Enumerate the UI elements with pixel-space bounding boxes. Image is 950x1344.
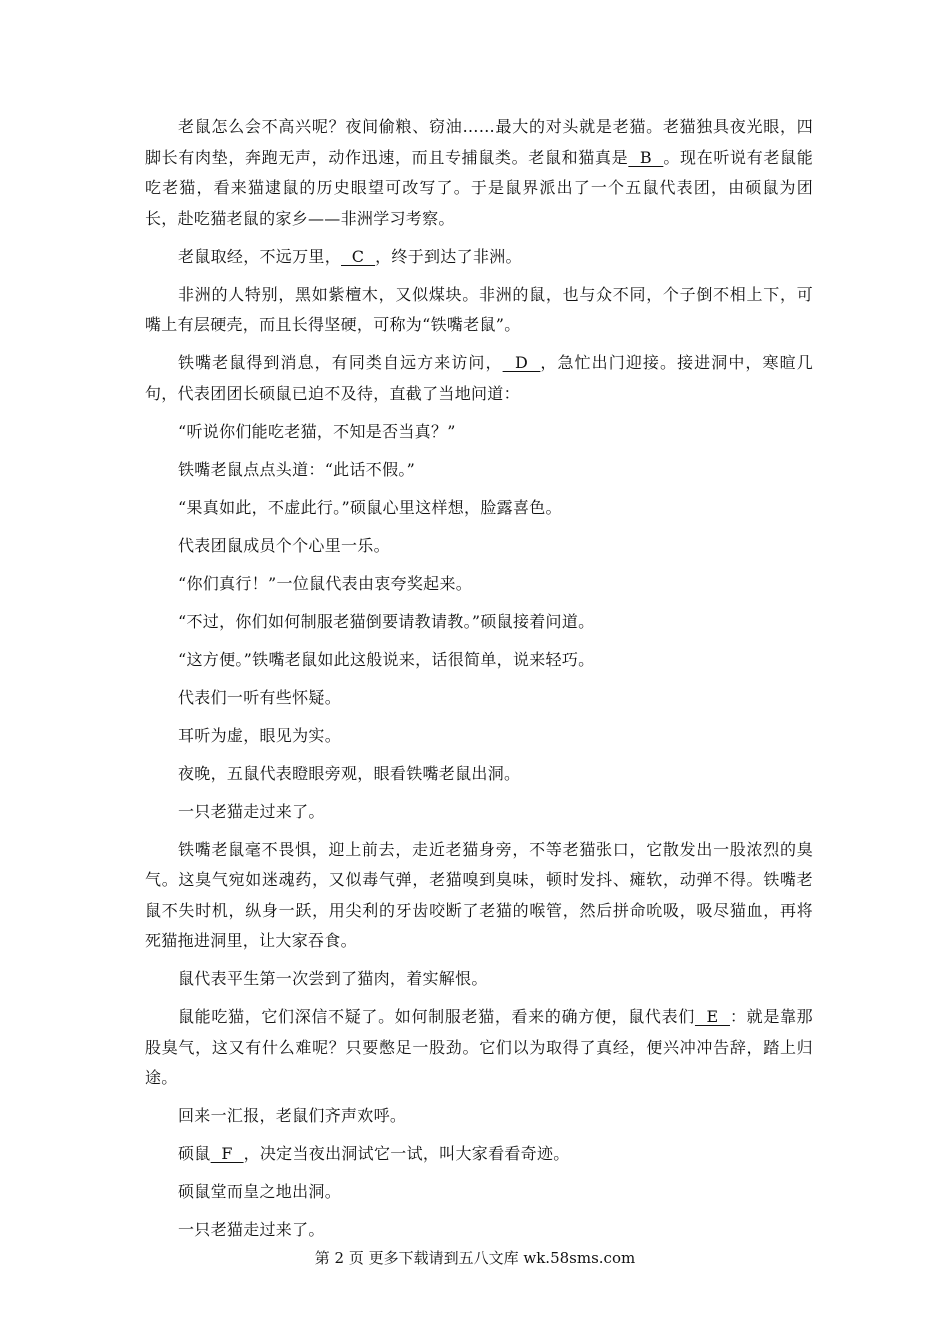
paragraph xyxy=(145,645,813,676)
paragraph-gap xyxy=(145,637,813,645)
paragraph-gap xyxy=(145,713,813,721)
document-body xyxy=(145,112,813,1246)
paragraph-text: 铁嘴老鼠点点头道：“此话不假。” xyxy=(178,459,416,479)
paragraph-text: “听说你们能吃老猫，不知是否当真？” xyxy=(178,421,456,441)
paragraph xyxy=(145,1177,813,1208)
paragraph-gap xyxy=(145,827,813,835)
paragraph xyxy=(145,493,813,524)
paragraph-text: 代表团鼠成员个个心里一乐。 xyxy=(178,535,390,555)
paragraph-text: 硕鼠堂而皇之地出洞。 xyxy=(178,1182,342,1201)
paragraph xyxy=(145,721,813,752)
answer-blank: B xyxy=(628,147,664,167)
answer-blank: D xyxy=(502,353,541,372)
paragraph xyxy=(145,797,813,828)
paragraph-text: 夜晚，五鼠代表瞪眼旁观，眼看铁嘴老鼠出洞。 xyxy=(178,763,521,783)
paragraph-gap xyxy=(145,1208,813,1216)
answer-blank: E xyxy=(694,1007,730,1026)
paragraph-gap xyxy=(145,409,813,417)
paragraph-gap xyxy=(145,341,813,349)
paragraph-text: ：就是靠那股臭气，这又有什么难呢？只要憋足一股劲。它们以为取得了真经，便兴冲冲告辞，踏上归途。 xyxy=(145,1007,813,1087)
paragraph xyxy=(145,1215,813,1246)
paragraph-text: “这方便。”铁嘴老鼠如此这般说来，话很简单，说来轻巧。 xyxy=(178,649,595,669)
paragraph-text: 。现在听说有老鼠能吃老猫，看来猫逮鼠的历史眼望可改写了。于是鼠界派出了一个五鼠代表团，由硕鼠为团长，赴吃猫老鼠的家乡——非洲学习考察。 xyxy=(145,147,814,228)
paragraph-text: 代表们一听有些怀疑。 xyxy=(178,687,342,707)
paragraph-text: ，急忙出门迎接。接进洞中，寒暄几句，代表团团长硕鼠已迫不及待，直截了当地问道： xyxy=(145,353,813,403)
paragraph-text: “果真如此，不虚此行。”硕鼠心里这样想，脸露喜色。 xyxy=(178,497,562,517)
paragraph-gap xyxy=(145,957,813,965)
paragraph xyxy=(145,242,813,273)
paragraph-text: 铁嘴老鼠毫不畏惧，迎上前去，走近老猫身旁，不等老猫张口，它散发出一股浓烈的臭气。这臭气宛如迷魂药，又似毒气弹，老猫嗅到臭味，顿时发抖、瘫软，动弹不得。铁嘴老鼠不失时机，纵身一跃，用尖利的牙齿咬断了老猫的喉管，然后拼命吮吸，吸尽猫血，再将死猫拖进洞里，让大家吞食。 xyxy=(145,839,813,950)
paragraph-gap xyxy=(145,485,813,493)
paragraph xyxy=(145,455,813,486)
paragraph xyxy=(145,1002,813,1094)
paragraph-text: 铁嘴老鼠得到消息，有同类自远方来访问， xyxy=(178,353,503,372)
paragraph-text: 一只老猫走过来了。 xyxy=(178,1220,325,1239)
paragraph xyxy=(145,417,813,448)
paragraph-text: 硕鼠 xyxy=(178,1144,211,1163)
paragraph xyxy=(145,683,813,714)
paragraph-gap xyxy=(145,599,813,607)
paragraph-text: ，终于到达了非洲。 xyxy=(375,246,522,266)
paragraph xyxy=(145,280,813,341)
paragraph-text: 老鼠取经，不远万里， xyxy=(178,246,342,266)
paragraph-gap xyxy=(145,1170,813,1178)
paragraph xyxy=(145,759,813,790)
paragraph-text: ，决定当夜出洞试它一试，叫大家看看奇迹。 xyxy=(243,1144,570,1163)
paragraph xyxy=(145,112,813,234)
paragraph-gap xyxy=(145,272,813,280)
paragraph xyxy=(145,348,813,409)
paragraph-text: 回来一汇报，老鼠们齐声欢呼。 xyxy=(178,1106,407,1125)
paragraph xyxy=(145,607,813,638)
answer-blank: C xyxy=(341,246,376,266)
paragraph xyxy=(145,1101,813,1132)
paragraph xyxy=(145,1139,813,1170)
paragraph-gap xyxy=(145,995,813,1003)
paragraph-text: 老鼠怎么会不高兴呢？夜间偷粮、窃油……最大的对头就是老猫。老猫独具夜光眼，四脚长有肉垫，奔跑无声，动作迅速，而且专捕鼠类。老鼠和猫真是 xyxy=(145,117,813,167)
paragraph-gap xyxy=(145,1094,813,1102)
paragraph-text: 鼠能吃猫，它们深信不疑了。如何制服老猫，看来的确方便，鼠代表们 xyxy=(178,1007,695,1026)
page-footer: 第 2 页 更多下载请到五八文库 wk.58sms.com xyxy=(314,1249,636,1267)
paragraph-gap xyxy=(145,751,813,759)
paragraph xyxy=(145,964,813,995)
paragraph-gap xyxy=(145,561,813,569)
paragraph-gap xyxy=(145,675,813,683)
paragraph-gap xyxy=(145,1132,813,1140)
paragraph xyxy=(145,531,813,562)
paragraph-text: 耳听为虚，眼见为实。 xyxy=(178,725,342,745)
paragraph-gap xyxy=(145,447,813,455)
paragraph-text: 一只老猫走过来了。 xyxy=(178,801,325,821)
paragraph-gap xyxy=(145,234,813,242)
paragraph-text: “你们真行！”一位鼠代表由衷夸奖起来。 xyxy=(178,573,473,593)
paragraph-gap xyxy=(145,523,813,531)
paragraph-text: 鼠代表平生第一次尝到了猫肉，着实解恨。 xyxy=(178,969,488,988)
paragraph-gap xyxy=(145,789,813,797)
answer-blank: F xyxy=(210,1144,244,1163)
paragraph-text: 非洲的人特别，黑如紫檀木，又似煤块。非洲的鼠，也与众不同，个子倒不相上下，可嘴上有层硬壳，而且长得坚硬，可称为“铁嘴老鼠”。 xyxy=(145,284,813,334)
paragraph xyxy=(145,569,813,600)
paragraph-text: “不过，你们如何制服老猫倒要请教请教。”硕鼠接着问道。 xyxy=(178,611,595,631)
paragraph xyxy=(145,835,813,957)
